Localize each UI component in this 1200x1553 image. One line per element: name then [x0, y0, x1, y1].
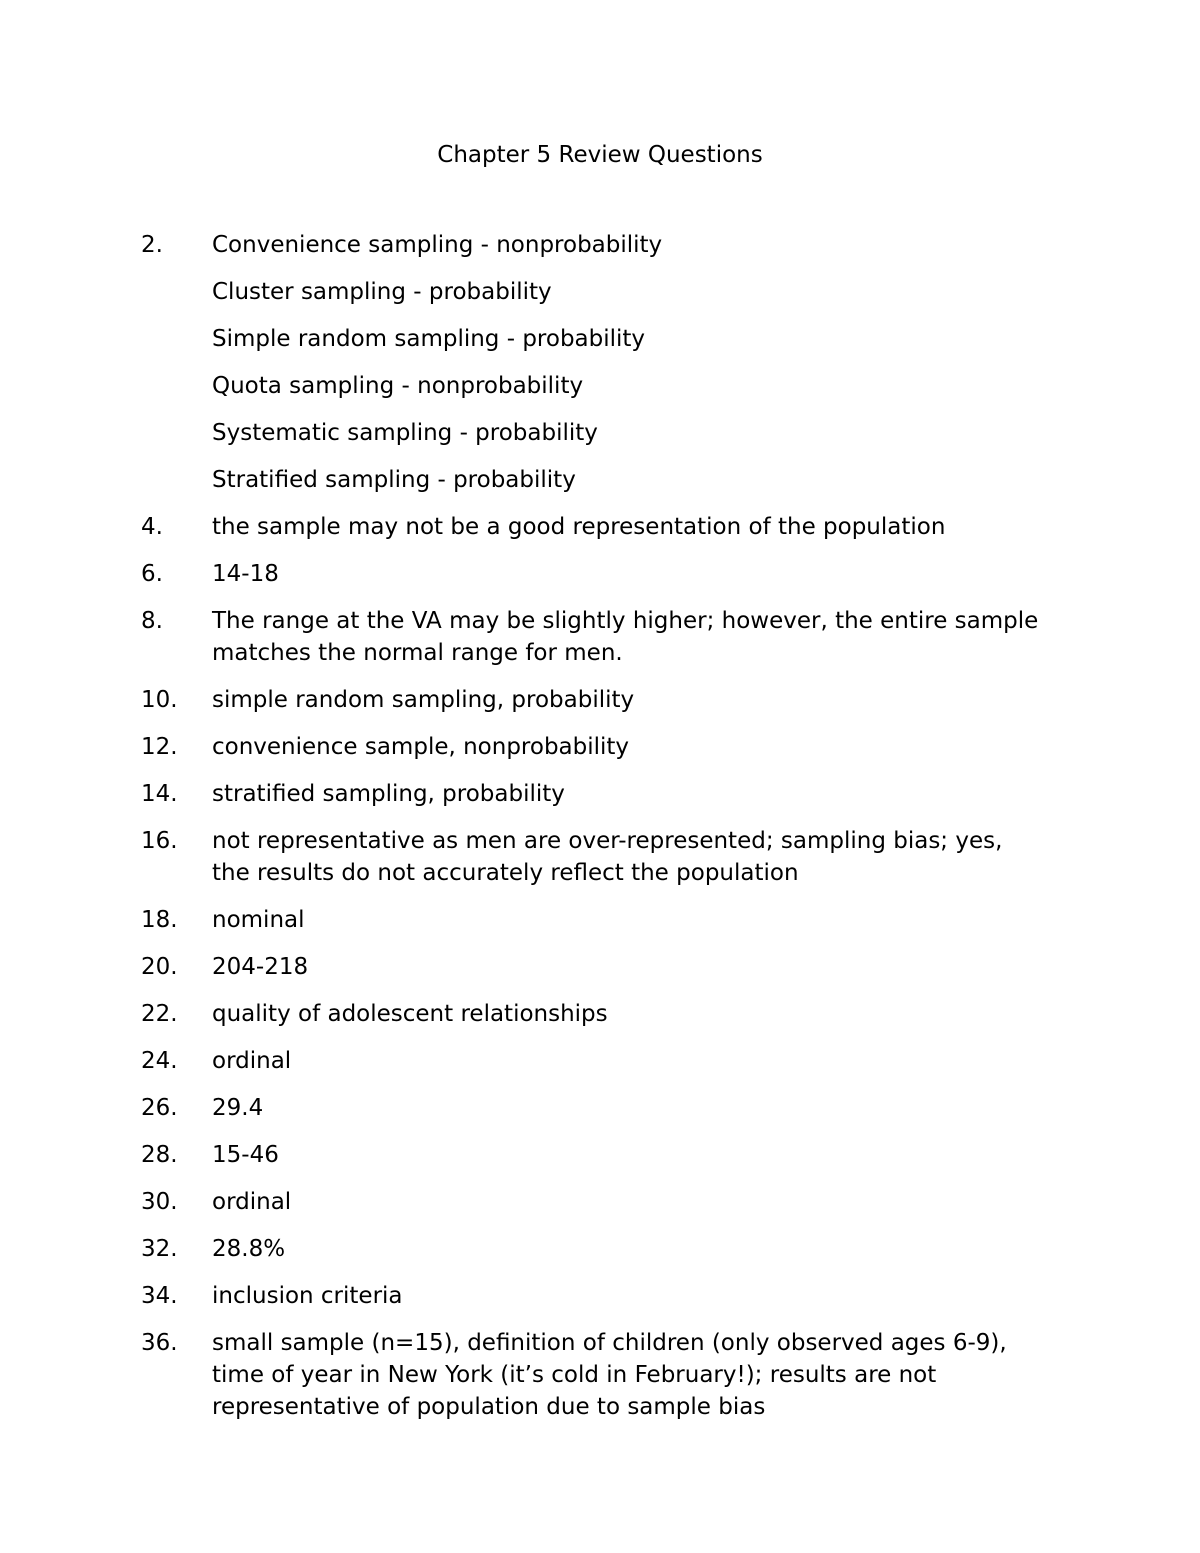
- item-number: 8.: [141, 608, 163, 634]
- item-answer: [212, 904, 1072, 936]
- answer-line: stratified sampling, probability: [212, 781, 565, 807]
- list-item: [0, 904, 1200, 936]
- answer-line: 28.8%: [212, 1236, 286, 1262]
- answer-line: Systematic sampling - probability: [212, 420, 598, 446]
- list-item: [0, 1092, 1200, 1124]
- item-answer: [212, 1092, 1072, 1124]
- answer-line: 29.4: [212, 1095, 264, 1121]
- list-item: [0, 778, 1200, 810]
- item-answer: [212, 731, 1072, 763]
- answer-line: small sample (n=15), definition of children (only observed ages 6-9),: [212, 1330, 1007, 1356]
- answer-line: Simple random sampling - probability: [212, 326, 646, 352]
- list-item: [0, 605, 1200, 669]
- item-answer: [212, 825, 1072, 889]
- item-answer: [212, 1139, 1072, 1171]
- list-item: [0, 229, 1200, 261]
- item-answer: [212, 323, 1072, 355]
- answer-line: not representative as men are over-represented; sampling bias; yes,: [212, 828, 1003, 854]
- list-item: [0, 511, 1200, 543]
- item-number: 34.: [141, 1283, 178, 1309]
- answer-line: nominal: [212, 907, 305, 933]
- item-answer: [212, 464, 1072, 496]
- list-item: [0, 417, 1200, 449]
- answer-line: inclusion criteria: [212, 1283, 403, 1309]
- list-item: [0, 558, 1200, 590]
- answer-line: 14-18: [212, 561, 279, 587]
- list-item: [0, 370, 1200, 402]
- item-number: 26.: [141, 1095, 178, 1121]
- answer-line: Cluster sampling - probability: [212, 279, 552, 305]
- item-number: 18.: [141, 907, 178, 933]
- item-answer: [212, 417, 1072, 449]
- item-number: 22.: [141, 1001, 178, 1027]
- item-number: 2.: [141, 232, 163, 258]
- list-item: [0, 1045, 1200, 1077]
- item-number: 10.: [141, 687, 178, 713]
- item-answer: [212, 229, 1072, 261]
- answer-line: ordinal: [212, 1189, 292, 1215]
- list-item: [0, 464, 1200, 496]
- item-answer: [212, 1280, 1072, 1312]
- answer-line: the results do not accurately reflect the population: [212, 860, 799, 886]
- item-number: 16.: [141, 828, 178, 854]
- item-answer: [212, 558, 1072, 590]
- list-item: [0, 1186, 1200, 1218]
- item-number: 6.: [141, 561, 163, 587]
- item-answer: [212, 778, 1072, 810]
- answer-line: Quota sampling - nonprobability: [212, 373, 584, 399]
- item-number: 30.: [141, 1189, 178, 1215]
- list-item: [0, 1280, 1200, 1312]
- answer-line: representative of population due to sample bias: [212, 1394, 766, 1420]
- list-item: [0, 684, 1200, 716]
- answer-line: convenience sample, nonprobability: [212, 734, 630, 760]
- answer-line: The range at the VA may be slightly higher; however, the entire sample: [212, 608, 1039, 634]
- answer-line: 15-46: [212, 1142, 279, 1168]
- item-number: 4.: [141, 514, 163, 540]
- list-item: [0, 323, 1200, 355]
- item-answer: [212, 370, 1072, 402]
- answer-line: 204-218: [212, 954, 309, 980]
- answer-line: ordinal: [212, 1048, 292, 1074]
- item-answer: [212, 1327, 1072, 1423]
- answer-line: the sample may not be a good representation of the population: [212, 514, 946, 540]
- item-answer: [212, 951, 1072, 983]
- list-item: [0, 825, 1200, 889]
- list-item: [0, 998, 1200, 1030]
- list-item: [0, 1233, 1200, 1265]
- item-number: 20.: [141, 954, 178, 980]
- list-item: [0, 1327, 1200, 1423]
- item-number: 24.: [141, 1048, 178, 1074]
- item-answer: [212, 605, 1072, 669]
- page-title: Chapter 5 Review Questions: [437, 142, 763, 168]
- item-answer: [212, 1045, 1072, 1077]
- item-answer: [212, 276, 1072, 308]
- list-item: [0, 951, 1200, 983]
- item-answer: [212, 684, 1072, 716]
- item-answer: [212, 998, 1072, 1030]
- item-answer: [212, 1186, 1072, 1218]
- item-answer: [212, 511, 1072, 543]
- list-item: [0, 1139, 1200, 1171]
- item-number: 12.: [141, 734, 178, 760]
- answer-line: time of year in New York (it’s cold in February!); results are not: [212, 1362, 937, 1388]
- answer-line: Stratified sampling - probability: [212, 467, 576, 493]
- answer-line: Convenience sampling - nonprobability: [212, 232, 663, 258]
- item-number: 36.: [141, 1330, 178, 1356]
- item-number: 32.: [141, 1236, 178, 1262]
- item-answer: [212, 1233, 1072, 1265]
- list-item: [0, 731, 1200, 763]
- answer-line: matches the normal range for men.: [212, 640, 623, 666]
- list-item: [0, 276, 1200, 308]
- item-number: 28.: [141, 1142, 178, 1168]
- answer-line: quality of adolescent relationships: [212, 1001, 608, 1027]
- answer-list: [0, 229, 1200, 1423]
- item-number: 14.: [141, 781, 178, 807]
- answer-line: simple random sampling, probability: [212, 687, 635, 713]
